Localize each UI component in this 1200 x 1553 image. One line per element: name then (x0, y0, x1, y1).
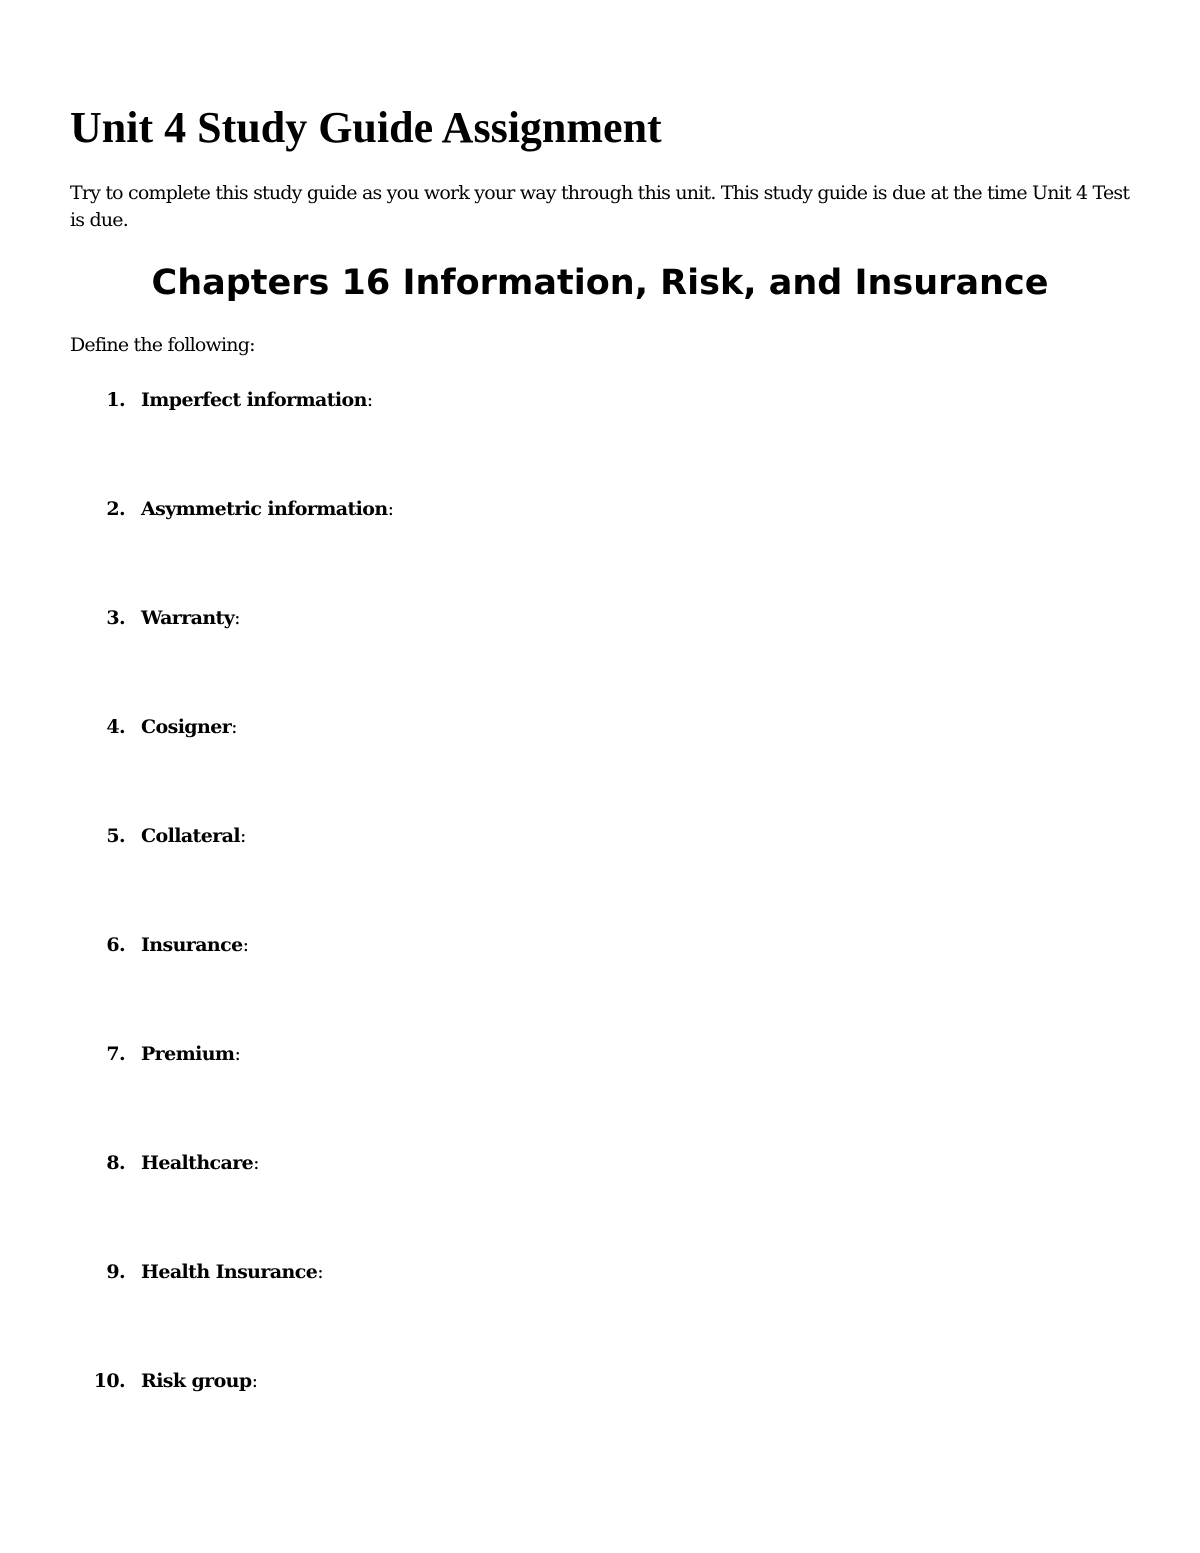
term-colon: : (366, 389, 373, 411)
term-item (0, 1148, 900, 1178)
chapter-heading: Chapters 16 Information, Risk, and Insurance (151, 263, 1049, 303)
term-number: 6. (106, 934, 125, 956)
term-item (0, 712, 900, 742)
term-item (0, 1366, 900, 1396)
term-number: 9. (106, 1261, 125, 1283)
term-text (141, 1039, 240, 1069)
term-text (141, 712, 237, 742)
term-text (141, 1257, 323, 1287)
intro-paragraph: Try to complete this study guide as you work your way through this unit. This study guide is due at the time Unit 4 Test is due. (70, 182, 1130, 231)
term-item (0, 930, 900, 960)
term-number: 2. (106, 498, 125, 520)
term-colon: : (251, 1370, 258, 1392)
term-text (141, 385, 373, 415)
term-item (0, 821, 900, 851)
term-number: 1. (106, 389, 125, 411)
term-item (0, 603, 900, 633)
term-number: 7. (106, 1043, 125, 1065)
term-name: Risk group (141, 1370, 252, 1392)
term-colon: : (317, 1261, 323, 1283)
term-text (141, 603, 240, 633)
term-colon: : (231, 716, 237, 738)
term-colon: : (253, 1152, 259, 1174)
term-item (0, 1039, 900, 1069)
term-number: 10. (93, 1370, 125, 1392)
document-title: Unit 4 Study Guide Assignment (70, 103, 662, 152)
term-name: Premium (141, 1043, 235, 1065)
term-text (141, 930, 248, 960)
term-colon: : (242, 934, 249, 956)
term-name: Cosigner (141, 716, 232, 738)
term-item (0, 494, 900, 524)
term-name: Health Insurance (141, 1261, 318, 1283)
term-number: 4. (106, 716, 125, 738)
term-item (0, 1257, 900, 1287)
term-text (141, 494, 393, 524)
term-text (141, 821, 246, 851)
term-number: 5. (106, 825, 125, 847)
term-name: Imperfect information (141, 389, 367, 411)
term-text (141, 1366, 257, 1396)
term-name: Insurance (141, 934, 243, 956)
term-item (0, 385, 900, 415)
term-colon: : (234, 1043, 241, 1065)
term-name: Collateral (141, 825, 240, 847)
term-text (141, 1148, 259, 1178)
term-colon: : (234, 607, 240, 629)
term-colon: : (387, 498, 394, 520)
term-number: 3. (106, 607, 125, 629)
instruction-text: Define the following: (70, 334, 255, 356)
term-colon: : (239, 825, 246, 847)
term-number: 8. (106, 1152, 125, 1174)
term-name: Asymmetric information (141, 498, 388, 520)
term-name: Warranty (141, 607, 235, 629)
term-name: Healthcare (141, 1152, 254, 1174)
